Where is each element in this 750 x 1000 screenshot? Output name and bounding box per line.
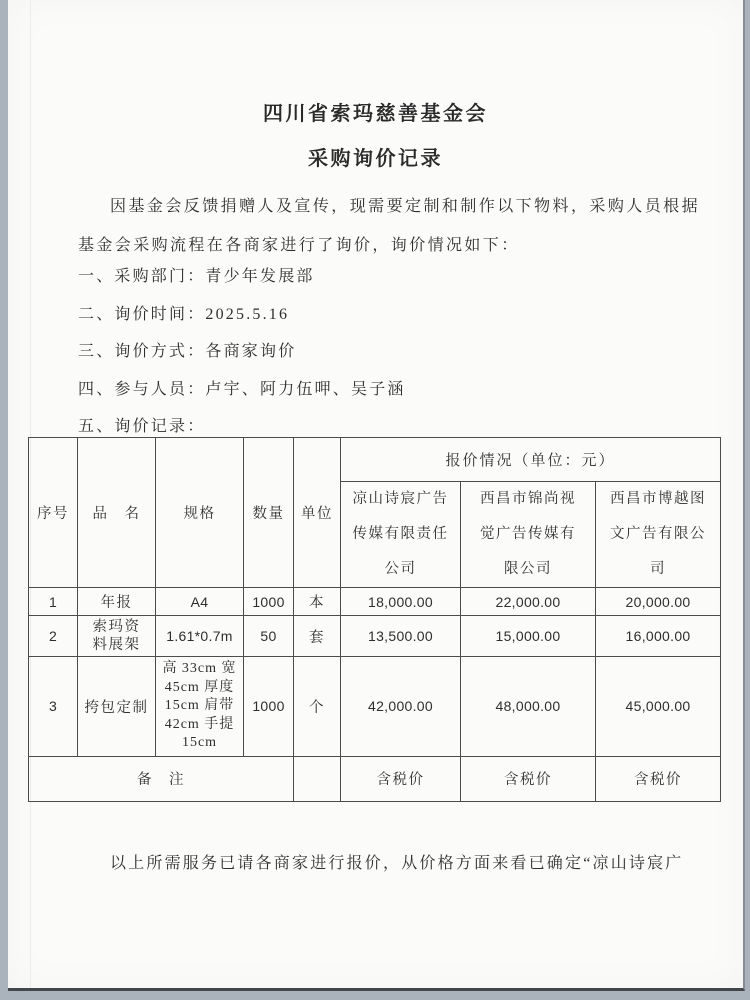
cell-quote-2: 15,000.00 xyxy=(461,616,596,657)
company-header-1: 凉山诗宸广告传媒有限责任公司 xyxy=(341,482,461,588)
list-item-inquiry-method: 三、询价方式：各商家询价 xyxy=(78,343,297,360)
cell-name: 年报 xyxy=(78,588,156,616)
cell-qty: 1000 xyxy=(244,588,294,616)
cell-qty: 1000 xyxy=(244,657,294,757)
table-row xyxy=(29,588,721,616)
document-title: 四川省索玛慈善基金会 xyxy=(263,103,488,125)
remark-empty-cell xyxy=(294,756,341,801)
cell-no: 3 xyxy=(29,657,78,757)
company-header-2: 西昌市锦尚视觉广告传媒有限公司 xyxy=(461,482,596,588)
cell-quote-2: 22,000.00 xyxy=(461,588,596,616)
cell-quote-1: 42,000.00 xyxy=(341,657,461,757)
col-header-no: 序号 xyxy=(29,438,78,588)
cell-no: 1 xyxy=(29,588,78,616)
intro-paragraph: 因基金会反馈捐赠人及宣传，现需要定制和制作以下物料，采购人员根据基金会采购流程在各商家进行了询价，询价情况如下： xyxy=(78,198,700,254)
cell-unit: 个 xyxy=(294,657,341,757)
cell-quote-1: 13,500.00 xyxy=(341,616,461,657)
cell-quote-3: 45,000.00 xyxy=(596,657,721,757)
col-header-qty: 数量 xyxy=(244,438,294,588)
cell-name: 索玛资料展架 xyxy=(78,616,156,657)
cell-quote-1: 18,000.00 xyxy=(341,588,461,616)
company-header-3: 西昌市博越图文广告有限公司 xyxy=(596,482,721,588)
remark-label: 备 注 xyxy=(29,756,294,801)
cell-unit: 本 xyxy=(294,588,341,616)
list-item-inquiry-record: 五、询价记录： xyxy=(78,418,206,435)
col-header-unit: 单位 xyxy=(294,438,341,588)
list-item-inquiry-date: 二、询价时间：2025.5.16 xyxy=(78,305,290,323)
remark-row xyxy=(29,756,721,801)
cell-unit: 套 xyxy=(294,616,341,657)
scanned-document-page xyxy=(8,0,745,991)
table-row xyxy=(29,657,721,757)
cell-name: 挎包定制 xyxy=(78,657,156,757)
list-item-department: 一、采购部门：青少年发展部 xyxy=(78,268,315,285)
cell-quote-3: 16,000.00 xyxy=(596,616,721,657)
cell-spec: 1.61*0.7m xyxy=(156,616,244,657)
quote-section-header: 报价情况（单位：元） xyxy=(341,438,721,482)
document-subtitle: 采购询价记录 xyxy=(308,148,443,170)
closing-paragraph: 以上所需服务已请各商家进行报价，从价格方面来看已确定“凉山诗宸广 xyxy=(110,855,684,872)
remark-value-2: 含税价 xyxy=(461,756,596,801)
col-header-spec: 规格 xyxy=(156,438,244,588)
cell-quote-3: 20,000.00 xyxy=(596,588,721,616)
cell-quote-2: 48,000.00 xyxy=(461,657,596,757)
cell-spec: 高 33cm 宽 45cm 厚度 15cm 肩带 42cm 手提 15cm xyxy=(156,657,244,757)
cell-spec: A4 xyxy=(156,588,244,616)
info-list xyxy=(78,258,406,446)
list-item-participants: 四、参与人员：卢宇、阿力伍呷、吴子涵 xyxy=(78,380,406,398)
remark-value-3: 含税价 xyxy=(596,756,721,801)
cell-no: 2 xyxy=(29,616,78,657)
col-header-name: 品 名 xyxy=(78,438,156,588)
cell-qty: 50 xyxy=(244,616,294,657)
remark-value-1: 含税价 xyxy=(341,756,461,801)
table-row xyxy=(29,616,721,657)
quotation-table xyxy=(28,437,721,802)
